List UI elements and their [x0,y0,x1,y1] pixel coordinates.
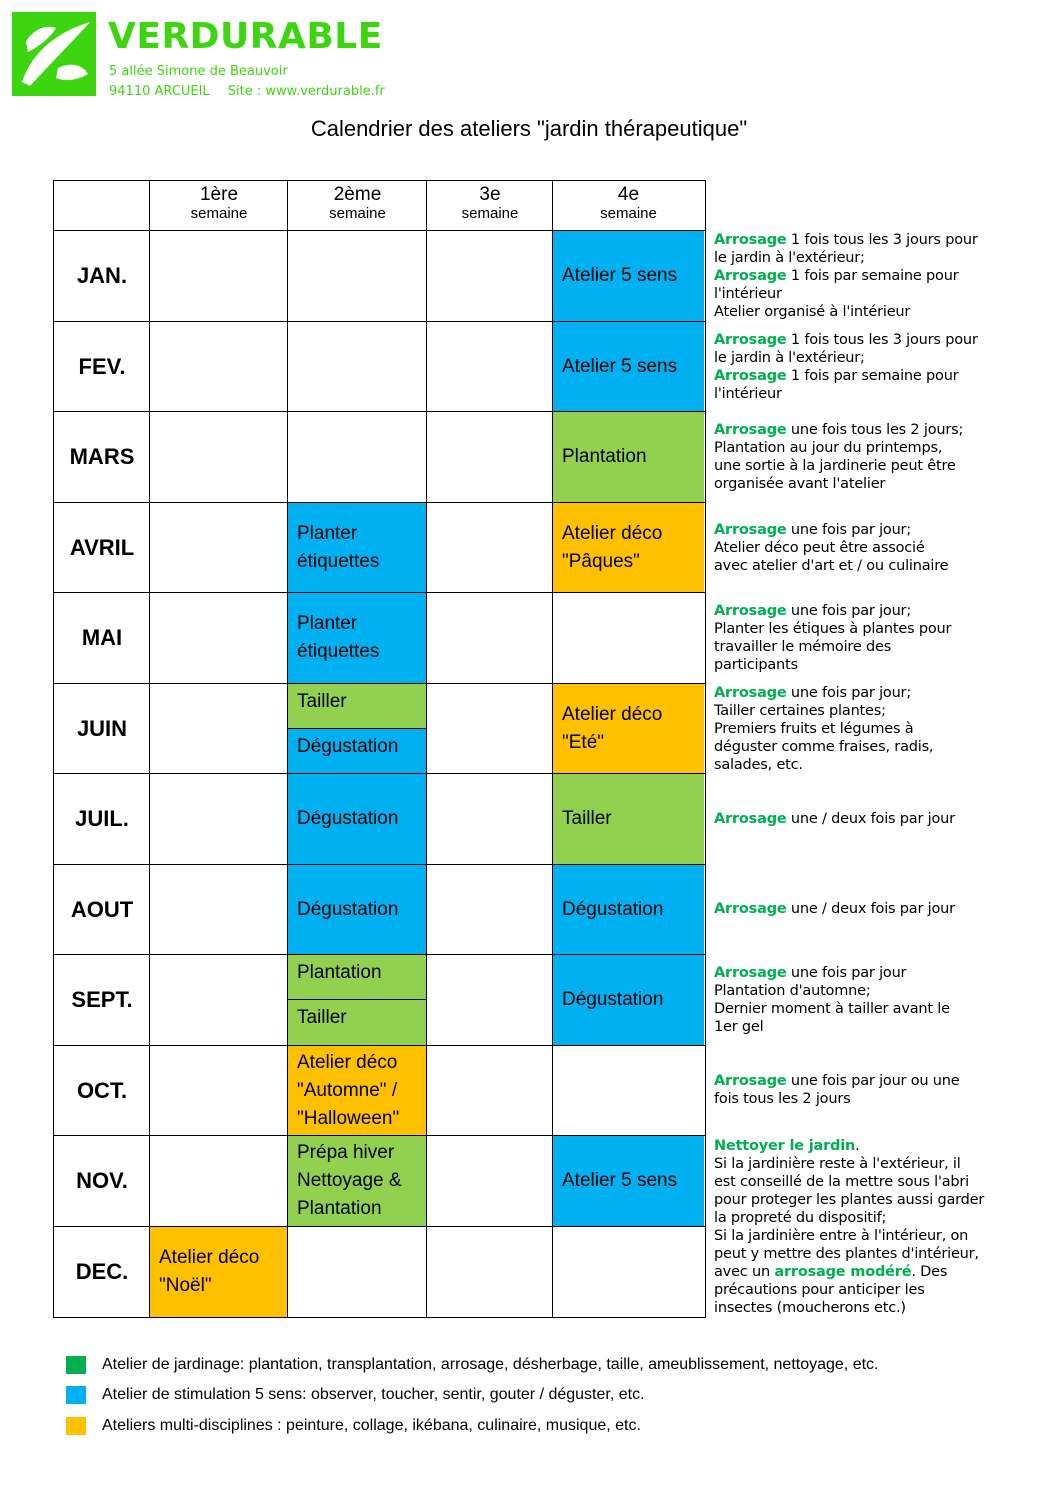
legend-swatch [66,1356,86,1374]
note-line [714,1018,1014,1036]
note-line [714,349,1014,367]
note-line [714,656,1014,674]
note-text: Atelier organisé à l'intérieur [714,304,911,320]
note-line [714,1090,1014,1108]
note-line [714,1173,1014,1191]
note-text: 1er gel [714,1019,764,1035]
note-line [714,1191,1014,1209]
month-notes [714,900,1014,918]
note-line [714,1209,1014,1227]
legend-item [66,1356,878,1374]
month-label: AOUT [70,896,134,922]
legend-item [66,1417,641,1435]
website: Site : www.verdurable.fr [227,84,385,99]
note-line [714,638,1014,656]
note-line [714,457,1014,475]
note-text: organisée avant l'atelier [714,476,886,492]
activity-cell: Plantation [288,955,427,1000]
month-label: MARS [69,444,135,470]
month-notes [714,421,1014,493]
note-line [714,1072,1014,1090]
note-text: l'intérieur [714,286,782,302]
note-text: Plantation d'automne; [714,983,871,999]
note-line [714,539,1014,557]
note-highlight: Arrosage [714,232,787,248]
row-divider [54,1045,705,1046]
brand-name: VERDURABLE [108,16,383,57]
week-ordinal: 2ème [333,184,382,205]
activity-cell: Atelier déco "Eté" [553,684,704,775]
note-text: 1 fois par semaine pour [786,268,959,284]
note-highlight: arrosage modéré [774,1264,912,1280]
note-line [714,231,1014,249]
month-label: NOV. [76,1168,128,1194]
note-line [714,900,1014,918]
row-divider [54,954,705,955]
note-text: une fois tous les 2 jours; [786,422,964,438]
note-line [714,331,1014,349]
week-header [288,185,427,221]
legend-text: Atelier de stimulation 5 sens: observer, toucher, sentir, gouter / déguster, etc. [102,1386,645,1403]
month-notes [714,1072,1014,1108]
week-label: semaine [600,205,657,222]
row-divider [54,773,705,774]
activity-cell: Planter étiquettes [288,593,427,684]
note-line [714,810,1014,828]
month-notes [714,331,1014,403]
activity-cell: Dégustation [288,865,427,956]
note-line [714,756,1014,774]
note-text: insectes (moucherons etc.) [714,1300,906,1316]
note-line [714,1281,1014,1299]
note-text: 1 fois tous les 3 jours pour [786,332,978,348]
note-text: le jardin à l'extérieur; [714,250,865,266]
note-text: avec un [714,1264,775,1280]
note-text: est conseillé de la mettre sous l'abri [714,1174,970,1190]
month-notes [714,1137,1014,1317]
activity-cell: Prépa hiver Nettoyage & Plantation [288,1136,427,1227]
activity-cell: Tailler [553,774,704,865]
note-text: une fois par jour; [786,685,911,701]
note-line [714,439,1014,457]
verdurable-logo [12,12,96,96]
note-text: une fois par jour [786,965,907,981]
month-label: AVRIL [69,534,135,560]
activity-cell: Atelier 5 sens [553,1136,704,1227]
activity-cell: Tailler [288,684,427,729]
week-ordinal: 3e [479,184,501,205]
legend-text: Atelier de jardinage: plantation, transplantation, arrosage, désherbage, taille, ameublissement, nettoyage, etc. [102,1356,879,1373]
note-text: Si la jardinière reste à l'extérieur, il [714,1156,961,1172]
legend-text: Ateliers multi-disciplines : peinture, collage, ikébana, culinaire, musique, etc. [102,1417,641,1434]
note-line [714,267,1014,285]
note-text: 1 fois tous les 3 jours pour [786,232,978,248]
note-text: . [855,1138,860,1154]
note-text: salades, etc. [714,757,803,773]
note-line [714,1227,1014,1245]
note-line [714,285,1014,303]
note-highlight: Arrosage [714,685,787,701]
activity-cell: Dégustation [553,955,704,1046]
legend-swatch [66,1417,86,1435]
note-text: une / deux fois par jour [786,901,955,917]
address-line-2 [109,84,385,99]
activity-cell: Atelier 5 sens [553,322,704,413]
note-text: déguster comme fraises, radis, [714,739,934,755]
note-text: une sortie à la jardinerie peut être [714,458,956,474]
row-divider [54,1135,705,1136]
note-text: travailler le mémoire des [714,639,892,655]
row-divider [54,592,705,593]
row-divider [54,1226,705,1227]
note-line [714,720,1014,738]
note-text: une fois par jour ou une [786,1073,960,1089]
note-line [714,421,1014,439]
note-highlight: Arrosage [714,268,787,284]
note-line [714,738,1014,756]
week-header [150,185,288,221]
address-city: 94110 ARCUEIL [109,84,210,99]
month-notes [714,684,1014,774]
activity-cell: Dégustation [288,729,427,774]
page-title: Calendrier des ateliers "jardin thérapeutique" [310,116,748,141]
row-divider [54,683,705,684]
month-label: MAI [81,625,123,651]
note-line [714,964,1014,982]
note-line [714,1263,1014,1281]
cell-split-line [288,999,427,1000]
address-line-1: 5 allée Simone de Beauvoir [109,64,288,79]
month-label: FEV. [78,353,126,379]
note-text: Premiers fruits et légumes à [714,721,914,737]
row-divider [54,321,705,322]
month-label: OCT. [76,1077,128,1103]
note-highlight: Arrosage [714,522,787,538]
note-line [714,620,1014,638]
month-notes [714,602,1014,674]
week-label: semaine [461,205,519,222]
note-highlight: Arrosage [714,811,787,827]
month-label: JAN. [76,263,128,289]
note-highlight: Arrosage [714,368,787,384]
note-text: une fois par jour; [786,522,911,538]
column-divider [552,181,553,1317]
week-header [427,185,553,221]
legend-swatch [66,1386,86,1404]
row-divider [54,864,705,865]
month-label: DEC. [75,1258,129,1284]
note-text: le jardin à l'extérieur; [714,350,865,366]
note-line [714,367,1014,385]
note-line [714,1245,1014,1263]
note-line [714,684,1014,702]
row-divider [54,502,705,503]
month-label: JUIN [76,715,128,741]
legend-item [66,1386,645,1404]
week-ordinal: 1ère [199,184,239,205]
month-notes [714,231,1014,321]
note-text: une fois par jour; [786,603,911,619]
note-text: participants [714,657,798,673]
note-line [714,1137,1014,1155]
note-text: . Des [911,1264,948,1280]
note-line [714,1155,1014,1173]
note-highlight: Arrosage [714,422,787,438]
week-header [553,185,704,221]
column-divider [426,181,427,1317]
note-text: fois tous les 2 jours [714,1091,851,1107]
activity-cell: Plantation [553,412,704,503]
note-text: Planter les étiques à plantes pour [714,621,952,637]
note-line [714,1299,1014,1317]
note-line [714,602,1014,620]
note-highlight: Arrosage [714,965,787,981]
note-highlight: Arrosage [714,332,787,348]
calendar-table [53,180,706,1318]
column-divider [287,181,288,1317]
month-notes [714,964,1014,1036]
note-text: Tailler certaines plantes; [714,703,886,719]
activity-cell: Dégustation [288,774,427,865]
note-text: la propreté du dispositif; [714,1210,887,1226]
activity-cell: Planter étiquettes [288,503,427,594]
note-text: avec atelier d'art et / ou culinaire [714,558,949,574]
cell-split-line [288,728,427,729]
month-notes [714,810,1014,828]
month-notes [714,521,1014,575]
week-ordinal: 4e [617,184,640,205]
note-highlight: Arrosage [714,901,787,917]
row-divider [54,411,705,412]
note-line [714,303,1014,321]
note-text: 1 fois par semaine pour [786,368,959,384]
activity-cell: Atelier déco "Automne" / "Halloween" [288,1046,427,1137]
note-line [714,982,1014,1000]
note-highlight: Nettoyer le jardin [714,1138,856,1154]
week-label: semaine [190,205,248,222]
activity-cell: Tailler [288,1000,427,1045]
note-line [714,385,1014,403]
note-highlight: Arrosage [714,1073,787,1089]
note-text: Atelier déco peut être associé [714,540,925,556]
activity-cell: Atelier 5 sens [553,231,704,322]
activity-cell: Dégustation [553,865,704,956]
row-divider [54,230,705,231]
note-highlight: Arrosage [714,603,787,619]
note-line [714,1000,1014,1018]
note-text: peut y mettre des plantes d'intérieur, [714,1246,979,1262]
note-text: l'intérieur [714,386,782,402]
note-line [714,521,1014,539]
month-label: SEPT. [71,987,133,1013]
activity-cell: Atelier déco "Pâques" [553,503,704,594]
note-line [714,475,1014,493]
note-text: une / deux fois par jour [786,811,955,827]
note-text: Dernier moment à tailler avant le [714,1001,950,1017]
note-text: Si la jardinière entre à l'intérieur, on [714,1228,969,1244]
note-text: pour proteger les plantes aussi garder [714,1192,985,1208]
activity-cell: Atelier déco "Noël" [150,1227,288,1318]
note-line [714,702,1014,720]
note-line [714,249,1014,267]
month-label: JUIL. [75,806,129,832]
note-text: précautions pour anticiper les [714,1282,925,1298]
note-line [714,557,1014,575]
week-label: semaine [329,205,386,222]
note-text: Plantation au jour du printemps, [714,440,943,456]
